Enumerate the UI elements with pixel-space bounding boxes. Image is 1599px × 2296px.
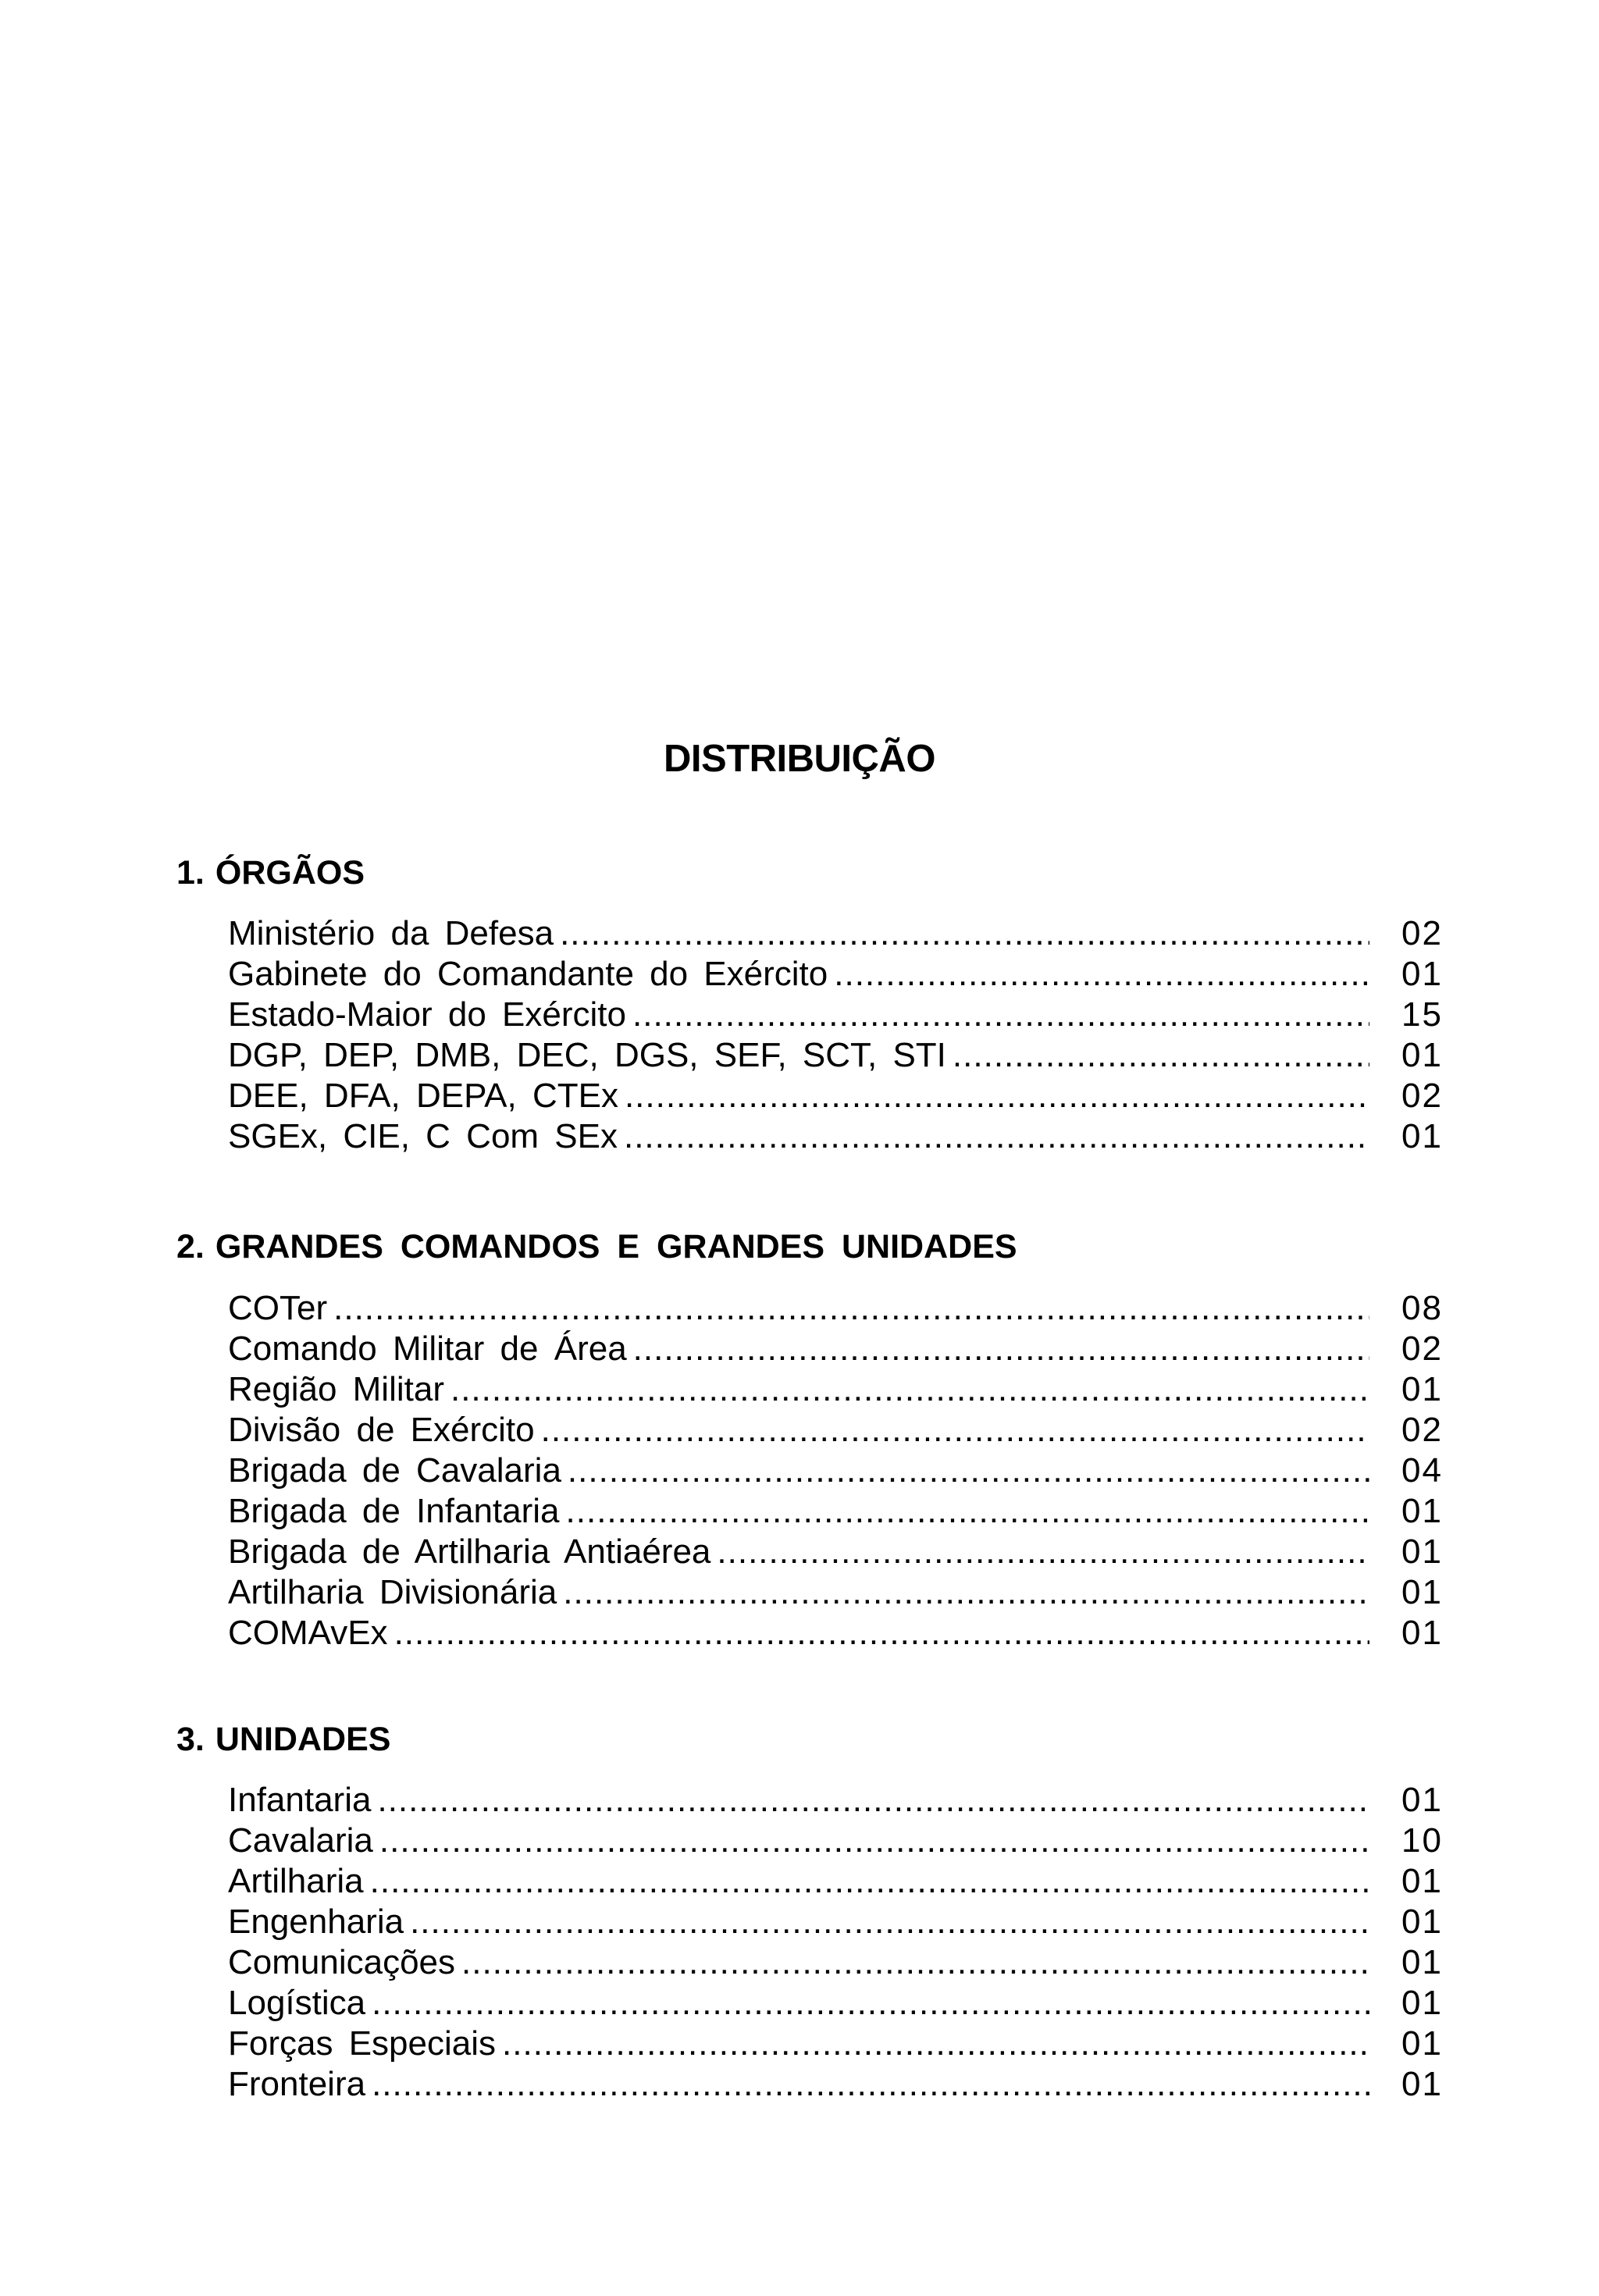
dot-leader bbox=[633, 1329, 1369, 1369]
list-item bbox=[228, 1572, 1443, 1613]
list-item bbox=[228, 913, 1443, 954]
entry-count: 10 bbox=[1401, 1821, 1443, 1860]
entry-count: 01 bbox=[1401, 1532, 1443, 1571]
dot-leader bbox=[563, 1572, 1369, 1613]
list-item bbox=[228, 1369, 1443, 1410]
section-title: GRANDES COMANDOS E GRANDES UNIDADES bbox=[215, 1228, 1017, 1265]
list-item bbox=[228, 1451, 1443, 1491]
entry-count: 01 bbox=[1401, 1943, 1443, 1981]
entry-label: Comando Militar de Área bbox=[228, 1330, 627, 1368]
entry-label: Região Militar bbox=[228, 1370, 444, 1408]
section-number: 2. bbox=[176, 1228, 205, 1265]
list-item bbox=[228, 2024, 1443, 2064]
entry-label: Logística bbox=[228, 1984, 366, 2022]
entry-label: Brigada de Infantaria bbox=[228, 1492, 560, 1530]
entry-label: Gabinete do Comandante do Exército bbox=[228, 955, 828, 993]
entry-count: 01 bbox=[1401, 1573, 1443, 1611]
dot-leader bbox=[541, 1410, 1369, 1451]
dot-leader bbox=[625, 1076, 1369, 1116]
list-item bbox=[228, 1329, 1443, 1369]
entry-label: COTer bbox=[228, 1289, 328, 1327]
list-item bbox=[228, 1532, 1443, 1572]
entry-count: 01 bbox=[1401, 2065, 1443, 2103]
dot-leader bbox=[560, 913, 1369, 954]
entry-label: Brigada de Artilharia Antiaérea bbox=[228, 1532, 711, 1571]
entry-label: Comunicações bbox=[228, 1943, 456, 1981]
page-title: DISTRIBUIÇÃO bbox=[664, 738, 935, 780]
entry-count: 15 bbox=[1401, 995, 1443, 1034]
list-item bbox=[228, 1821, 1443, 1861]
entry-label: DEE, DFA, DEPA, CTEx bbox=[228, 1077, 618, 1115]
entry-label: Engenharia bbox=[228, 1903, 404, 1941]
list-item bbox=[228, 954, 1443, 995]
entry-label: Estado-Maior do Exército bbox=[228, 995, 626, 1034]
dot-leader bbox=[372, 2064, 1369, 2105]
entry-count: 01 bbox=[1401, 1036, 1443, 1074]
dot-leader bbox=[372, 1983, 1369, 2024]
dot-leader bbox=[394, 1613, 1369, 1653]
dot-leader bbox=[502, 2024, 1369, 2064]
list-item bbox=[228, 1780, 1443, 1821]
entry-label: Infantaria bbox=[228, 1781, 372, 1819]
entry-label: Artilharia Divisionária bbox=[228, 1573, 557, 1611]
entry-label: DGP, DEP, DMB, DEC, DGS, SEF, SCT, STI bbox=[228, 1036, 946, 1074]
list-item bbox=[228, 995, 1443, 1035]
dot-leader bbox=[632, 995, 1369, 1035]
list-item bbox=[228, 1410, 1443, 1451]
section-heading-grandes-comandos bbox=[176, 1230, 1017, 1264]
dot-leader bbox=[566, 1491, 1369, 1532]
dot-leader bbox=[461, 1942, 1369, 1983]
entry-label: Artilharia bbox=[228, 1862, 364, 1900]
entry-count: 01 bbox=[1401, 2024, 1443, 2063]
dot-leader bbox=[333, 1288, 1369, 1329]
entry-label: Ministério da Defesa bbox=[228, 914, 554, 952]
entry-count: 01 bbox=[1401, 1781, 1443, 1819]
section-number: 3. bbox=[176, 1721, 205, 1758]
list-item bbox=[228, 1491, 1443, 1532]
dot-leader bbox=[379, 1821, 1369, 1861]
list-item bbox=[228, 1942, 1443, 1983]
dot-leader bbox=[450, 1369, 1369, 1410]
entry-count: 01 bbox=[1401, 1984, 1443, 2022]
entry-count: 01 bbox=[1401, 1117, 1443, 1155]
list-item bbox=[228, 2064, 1443, 2105]
dot-leader bbox=[717, 1532, 1369, 1572]
list-item bbox=[228, 1983, 1443, 2024]
entry-count: 02 bbox=[1401, 1330, 1443, 1368]
list-item bbox=[228, 1902, 1443, 1942]
section-title: ÓRGÃOS bbox=[215, 854, 365, 892]
entry-label: Cavalaria bbox=[228, 1821, 373, 1860]
list-item bbox=[228, 1861, 1443, 1902]
dot-leader bbox=[953, 1035, 1369, 1076]
entry-count: 04 bbox=[1401, 1451, 1443, 1490]
dot-leader bbox=[377, 1780, 1369, 1821]
dot-leader bbox=[568, 1451, 1369, 1491]
list-item bbox=[228, 1076, 1443, 1116]
entry-label: Fronteira bbox=[228, 2065, 366, 2103]
dot-leader bbox=[834, 954, 1369, 995]
list-item bbox=[228, 1613, 1443, 1653]
entry-label: Divisão de Exército bbox=[228, 1411, 535, 1449]
list-item bbox=[228, 1288, 1443, 1329]
entry-count: 01 bbox=[1401, 955, 1443, 993]
entry-count: 02 bbox=[1401, 1077, 1443, 1115]
list-item bbox=[228, 1116, 1443, 1157]
entry-count: 01 bbox=[1401, 1370, 1443, 1408]
entry-count: 01 bbox=[1401, 1614, 1443, 1652]
entry-label: COMAvEx bbox=[228, 1614, 388, 1652]
list-item bbox=[228, 1035, 1443, 1076]
dot-leader bbox=[370, 1861, 1369, 1902]
section-number: 1. bbox=[176, 854, 205, 892]
entry-label: Brigada de Cavalaria bbox=[228, 1451, 561, 1490]
entry-label: SGEx, CIE, C Com SEx bbox=[228, 1117, 618, 1155]
dot-leader bbox=[410, 1902, 1369, 1942]
entry-label: Forças Especiais bbox=[228, 2024, 497, 2063]
section-heading-orgaos bbox=[176, 856, 365, 890]
dot-leader bbox=[624, 1116, 1369, 1157]
entry-count: 08 bbox=[1401, 1289, 1443, 1327]
section-heading-unidades bbox=[176, 1723, 390, 1757]
entry-count: 02 bbox=[1401, 1411, 1443, 1449]
entry-count: 01 bbox=[1401, 1492, 1443, 1530]
section-title: UNIDADES bbox=[215, 1721, 391, 1758]
entry-count: 02 bbox=[1401, 914, 1443, 952]
entry-count: 01 bbox=[1401, 1903, 1443, 1941]
entry-count: 01 bbox=[1401, 1862, 1443, 1900]
